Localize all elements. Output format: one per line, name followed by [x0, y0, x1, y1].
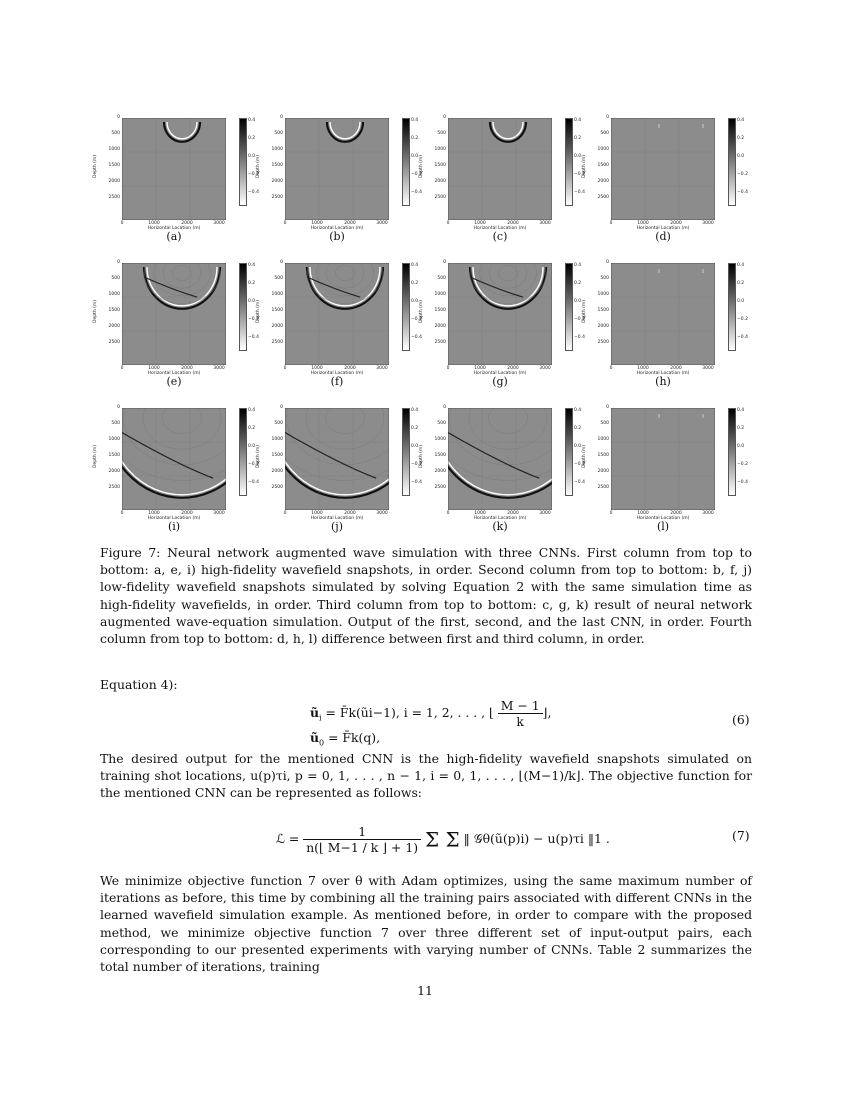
y-tick-label: 1000	[597, 292, 609, 297]
panel-label: (h)	[655, 375, 671, 388]
y-tick-label: 2000	[108, 179, 120, 184]
y-axis-label: Depth (m)	[582, 299, 588, 324]
y-axis-label: Depth (m)	[93, 154, 99, 179]
colorbar-tick-label: −0.2	[248, 462, 259, 467]
x-tick-label: 0	[609, 366, 613, 371]
x-tick-label: 1000	[311, 221, 323, 226]
panel-label: (k)	[492, 520, 508, 533]
y-tick-label: 2000	[434, 324, 446, 329]
y-tick-label: 2500	[271, 485, 283, 490]
colorbar-tick-label: 0.2	[248, 281, 256, 286]
x-tick-label: 3000	[376, 221, 388, 226]
y-tick-label: 1000	[271, 292, 283, 297]
wavefield-panel	[93, 112, 260, 252]
colorbar-tick-label: −0.4	[248, 190, 259, 195]
colorbar-tick-label: −0.2	[574, 172, 585, 177]
wavefield-image	[285, 263, 389, 365]
colorbar-tick-label: 0.4	[574, 118, 582, 123]
y-tick-label: 2500	[271, 340, 283, 345]
colorbar-tick-label: −0.4	[248, 335, 259, 340]
x-tick-label: 3000	[702, 511, 714, 516]
y-tick-label: 1500	[597, 453, 609, 458]
colorbar-tick-label: 0.2	[737, 136, 745, 141]
y-tick-label: 500	[274, 131, 283, 136]
y-tick-label: 1500	[108, 163, 120, 168]
colorbar	[565, 118, 573, 206]
y-axis-label: Depth (m)	[93, 444, 99, 469]
colorbar-tick-label: −0.4	[411, 480, 422, 485]
colorbar-tick-label: 0.4	[574, 263, 582, 268]
x-tick-label: 1000	[148, 221, 160, 226]
x-tick-label: 1000	[637, 366, 649, 371]
figure-caption: Figure 7: Neural network augmented wave simulation with three CNNs. First column from top to bottom: a, e, i) high-fidelity wavefield snapshots, in order. Second column from top to bottom: b, f, j) low-fidelity wavefield snapshots simulated by solving Equation 2 with the same simulation time as high-fidelity wavefields, in order. Third column from top to bottom: c, g, k) result of neural network augmented wave-equation simulation. Output of the first, second, and the last CNN, in order. Fourth column from top to bottom: d, h, l) difference between first and third column, in order.	[100, 545, 752, 647]
colorbar	[728, 118, 736, 206]
panel-label: (i)	[167, 520, 181, 533]
y-tick-label: 500	[600, 276, 609, 281]
colorbar-tick-label: 0.2	[411, 426, 419, 431]
x-tick-label: 1000	[311, 366, 323, 371]
colorbar-tick-label: −0.2	[574, 462, 585, 467]
x-tick-label: 3000	[539, 366, 551, 371]
x-tick-label: 3000	[702, 366, 714, 371]
colorbar-tick-label: 0.0	[248, 299, 256, 304]
colorbar-tick-label: 0.0	[248, 444, 256, 449]
y-tick-label: 2000	[271, 469, 283, 474]
colorbar-tick-label: 0.4	[411, 408, 419, 413]
colorbar-tick-label: 0.2	[574, 281, 582, 286]
colorbar-tick-label: 0.4	[248, 118, 256, 123]
x-tick-label: 2000	[181, 221, 193, 226]
y-axis-label: Depth (m)	[419, 444, 425, 469]
x-tick-label: 1000	[474, 511, 486, 516]
colorbar-tick-label: −0.2	[737, 462, 748, 467]
intro-text: Equation 4):	[100, 677, 178, 692]
x-tick-label: 2000	[181, 511, 193, 516]
eq6-lhs-symbol: ũ	[310, 705, 320, 720]
y-tick-label: 2500	[434, 485, 446, 490]
y-tick-label: 0	[117, 405, 120, 410]
colorbar-tick-label: −0.2	[248, 317, 259, 322]
y-tick-label: 2500	[434, 195, 446, 200]
wavefield-image	[122, 408, 226, 510]
x-tick-label: 1000	[474, 221, 486, 226]
paragraph-minimize: We minimize objective function 7 over θ with Adam optimizes, using the same maximum number of iterations as before, this time by combining all the training pairs associated with different CNNs in the learned wavefield simulation example. As mentioned before, in order to compare with the proposed method, we minimize objective function 7 over three different set of input-output pairs, each corresponding to our presented experiments with varying number of CNNs. Table 2 summarizes the total number of iterations, training	[100, 873, 752, 975]
y-tick-label: 500	[274, 276, 283, 281]
x-tick-label: 0	[446, 366, 450, 371]
paragraph-objective: The desired output for the mentioned CNN is the high-fidelity wavefield snapshots simulated on training shot locations, u(p)τi, p = 0, 1, . . . , n − 1, i = 0, 1, . . . , ⌊(M−1)/k⌋. The objective function for the mentioned CNN can be represented as follows:	[100, 751, 752, 801]
colorbar-tick-label: 0.2	[248, 136, 256, 141]
colorbar	[728, 263, 736, 351]
colorbar-tick-label: 0.4	[411, 263, 419, 268]
x-tick-label: 0	[283, 221, 287, 226]
x-tick-label: 1000	[148, 366, 160, 371]
x-axis-label: Horizontal Location (m)	[473, 226, 527, 231]
panel-label: (b)	[329, 230, 345, 243]
x-tick-label: 0	[120, 511, 124, 516]
y-tick-label: 0	[443, 405, 446, 410]
x-axis-label: Horizontal Location (m)	[473, 516, 527, 521]
x-axis-label: Horizontal Location (m)	[147, 226, 201, 231]
wavefield-image	[611, 118, 715, 220]
y-tick-label: 1500	[597, 163, 609, 168]
colorbar-tick-label: 0.2	[574, 136, 582, 141]
colorbar-tick-label: −0.4	[411, 190, 422, 195]
colorbar	[239, 408, 247, 496]
wavefield-image	[448, 118, 552, 220]
y-tick-label: 1000	[597, 147, 609, 152]
y-tick-label: 1500	[597, 308, 609, 313]
y-tick-label: 0	[443, 260, 446, 265]
colorbar-tick-label: 0.4	[737, 263, 745, 268]
y-tick-label: 2500	[597, 340, 609, 345]
y-tick-label: 2000	[597, 469, 609, 474]
colorbar	[728, 408, 736, 496]
colorbar-tick-label: 0.0	[737, 444, 745, 449]
wavefield-panel	[582, 112, 749, 252]
wavefield-image	[611, 408, 715, 510]
y-tick-label: 0	[606, 260, 609, 265]
y-tick-label: 0	[117, 260, 120, 265]
page-number: 11	[417, 983, 433, 998]
x-tick-label: 3000	[539, 511, 551, 516]
y-tick-label: 2000	[271, 179, 283, 184]
x-axis-label: Horizontal Location (m)	[310, 371, 364, 376]
y-tick-label: 1500	[108, 308, 120, 313]
colorbar-tick-label: 0.0	[411, 299, 419, 304]
colorbar	[239, 263, 247, 351]
colorbar	[402, 408, 410, 496]
wavefield-panel	[256, 112, 423, 252]
figure-row	[93, 402, 760, 542]
y-tick-label: 2000	[108, 469, 120, 474]
y-tick-label: 2500	[108, 195, 120, 200]
x-axis-label: Horizontal Location (m)	[147, 516, 201, 521]
colorbar	[565, 408, 573, 496]
y-tick-label: 1500	[271, 308, 283, 313]
colorbar-tick-label: 0.4	[248, 408, 256, 413]
x-tick-label: 0	[446, 221, 450, 226]
x-tick-label: 2000	[181, 366, 193, 371]
y-tick-label: 1500	[271, 453, 283, 458]
y-tick-label: 1500	[108, 453, 120, 458]
x-tick-label: 0	[120, 366, 124, 371]
y-tick-label: 2500	[597, 195, 609, 200]
wavefield-panel	[419, 112, 586, 252]
y-tick-label: 2500	[597, 485, 609, 490]
x-tick-label: 2000	[670, 221, 682, 226]
y-tick-label: 0	[606, 115, 609, 120]
y-tick-label: 500	[437, 131, 446, 136]
colorbar-tick-label: −0.2	[411, 172, 422, 177]
colorbar-tick-label: −0.4	[574, 480, 585, 485]
y-tick-label: 0	[280, 405, 283, 410]
wavefield-image	[611, 263, 715, 365]
colorbar-tick-label: −0.4	[737, 335, 748, 340]
x-tick-label: 0	[609, 221, 613, 226]
x-tick-label: 1000	[637, 511, 649, 516]
colorbar	[402, 263, 410, 351]
y-tick-label: 2500	[108, 340, 120, 345]
eq6-fraction: $\frac{M - 1}{k}$	[498, 698, 543, 729]
y-tick-label: 1000	[108, 437, 120, 442]
y-tick-label: 500	[437, 421, 446, 426]
x-axis-label: Horizontal Location (m)	[310, 226, 364, 231]
colorbar-tick-label: −0.2	[737, 172, 748, 177]
y-tick-label: 500	[111, 131, 120, 136]
colorbar-tick-label: −0.4	[574, 190, 585, 195]
colorbar-tick-label: 0.0	[411, 444, 419, 449]
colorbar-tick-label: 0.4	[248, 263, 256, 268]
wavefield-image	[122, 263, 226, 365]
y-axis-label: Depth (m)	[256, 444, 262, 469]
wavefield-panel	[419, 257, 586, 397]
wavefield-panel	[93, 257, 260, 397]
colorbar-tick-label: 0.4	[737, 118, 745, 123]
y-tick-label: 500	[274, 421, 283, 426]
colorbar-tick-label: 0.2	[737, 426, 745, 431]
equation-7: ℒ = $\frac{1}{n(⌊ M-1 / k ⌋ + 1)}$ Σ Σ ‖ 𝒢θ(ũ(p)i) − u(p)τi ‖1 .	[276, 824, 610, 855]
colorbar-tick-label: 0.2	[248, 426, 256, 431]
colorbar-tick-label: 0.0	[737, 154, 745, 159]
y-tick-label: 0	[443, 115, 446, 120]
wavefield-image	[448, 408, 552, 510]
wavefield-image	[285, 408, 389, 510]
y-tick-label: 2500	[434, 340, 446, 345]
colorbar-tick-label: 0.2	[411, 136, 419, 141]
x-tick-label: 1000	[311, 511, 323, 516]
x-tick-label: 2000	[507, 221, 519, 226]
wavefield-image	[122, 118, 226, 220]
colorbar-tick-label: −0.4	[411, 335, 422, 340]
x-tick-label: 1000	[474, 366, 486, 371]
y-tick-label: 500	[600, 421, 609, 426]
x-axis-label: Horizontal Location (m)	[147, 371, 201, 376]
y-tick-label: 1000	[108, 292, 120, 297]
equation-6-line-1: $ũ_i$ = F̄k(ũi−1), i = 1, 2, . . . , ⌊ $\frac{M - 1}{k}$ ⌋,	[310, 698, 552, 729]
y-axis-label: Depth (m)	[419, 299, 425, 324]
y-tick-label: 500	[111, 421, 120, 426]
wavefield-panel	[582, 257, 749, 397]
colorbar-tick-label: 0.0	[574, 444, 582, 449]
wavefield-image	[285, 118, 389, 220]
x-axis-label: Horizontal Location (m)	[310, 516, 364, 521]
x-tick-label: 0	[446, 511, 450, 516]
figure-row	[93, 112, 760, 252]
figure-row	[93, 257, 760, 397]
colorbar-tick-label: 0.0	[248, 154, 256, 159]
panel-label: (g)	[492, 375, 508, 388]
x-tick-label: 2000	[344, 221, 356, 226]
y-tick-label: 1500	[271, 163, 283, 168]
colorbar-tick-label: 0.2	[411, 281, 419, 286]
colorbar-tick-label: 0.0	[574, 154, 582, 159]
panel-label: (j)	[331, 520, 343, 533]
y-tick-label: 1000	[434, 147, 446, 152]
x-axis-label: Horizontal Location (m)	[636, 226, 690, 231]
y-tick-label: 0	[117, 115, 120, 120]
y-tick-label: 2000	[434, 179, 446, 184]
y-tick-label: 500	[600, 131, 609, 136]
y-tick-label: 1000	[271, 147, 283, 152]
y-tick-label: 1500	[434, 163, 446, 168]
x-axis-label: Horizontal Location (m)	[636, 371, 690, 376]
colorbar-tick-label: 0.2	[737, 281, 745, 286]
colorbar-tick-label: −0.2	[574, 317, 585, 322]
colorbar-tick-label: 0.0	[411, 154, 419, 159]
y-tick-label: 1000	[434, 437, 446, 442]
colorbar-tick-label: 0.4	[411, 118, 419, 123]
x-tick-label: 2000	[670, 366, 682, 371]
x-tick-label: 2000	[670, 511, 682, 516]
y-tick-label: 1000	[271, 437, 283, 442]
x-tick-label: 1000	[148, 511, 160, 516]
colorbar	[239, 118, 247, 206]
y-axis-label: Depth (m)	[582, 444, 588, 469]
y-axis-label: Depth (m)	[582, 154, 588, 179]
panel-label: (e)	[166, 375, 182, 388]
x-tick-label: 0	[283, 366, 287, 371]
y-axis-label: Depth (m)	[256, 299, 262, 324]
y-tick-label: 0	[606, 405, 609, 410]
colorbar-tick-label: 0.0	[737, 299, 745, 304]
x-tick-label: 0	[609, 511, 613, 516]
x-tick-label: 3000	[213, 511, 225, 516]
colorbar-tick-label: −0.2	[411, 462, 422, 467]
y-axis-label: Depth (m)	[256, 154, 262, 179]
y-tick-label: 2500	[271, 195, 283, 200]
x-tick-label: 3000	[213, 221, 225, 226]
y-axis-label: Depth (m)	[419, 154, 425, 179]
panel-label: (c)	[492, 230, 508, 243]
wavefield-panel	[256, 257, 423, 397]
colorbar-tick-label: −0.2	[411, 317, 422, 322]
y-tick-label: 1000	[597, 437, 609, 442]
y-tick-label: 1500	[434, 453, 446, 458]
colorbar-tick-label: 0.4	[574, 408, 582, 413]
colorbar	[565, 263, 573, 351]
colorbar-tick-label: −0.4	[574, 335, 585, 340]
x-tick-label: 0	[120, 221, 124, 226]
y-tick-label: 1000	[434, 292, 446, 297]
panel-label: (l)	[656, 520, 670, 533]
x-tick-label: 3000	[702, 221, 714, 226]
colorbar-tick-label: −0.4	[248, 480, 259, 485]
x-tick-label: 3000	[376, 366, 388, 371]
y-tick-label: 0	[280, 115, 283, 120]
wavefield-panel	[93, 402, 260, 542]
panel-label: (a)	[166, 230, 182, 243]
y-tick-label: 1500	[434, 308, 446, 313]
equation-6-line-2: $ũ_0$ = F̄k(q),	[310, 730, 381, 748]
wavefield-panel	[256, 402, 423, 542]
y-axis-label: Depth (m)	[93, 299, 99, 324]
panel-label: (d)	[655, 230, 671, 243]
wavefield-panel	[419, 402, 586, 542]
x-tick-label: 3000	[213, 366, 225, 371]
equation-7-number: (7)	[732, 828, 750, 843]
y-tick-label: 2000	[108, 324, 120, 329]
eq7-fraction: $\frac{1}{n(⌊ M-1 / k ⌋ + 1)}$	[303, 824, 421, 855]
colorbar-tick-label: −0.4	[737, 480, 748, 485]
x-tick-label: 1000	[637, 221, 649, 226]
colorbar-tick-label: −0.2	[248, 172, 259, 177]
y-tick-label: 1000	[108, 147, 120, 152]
x-tick-label: 3000	[539, 221, 551, 226]
y-tick-label: 2000	[434, 469, 446, 474]
x-tick-label: 3000	[376, 511, 388, 516]
y-tick-label: 500	[111, 276, 120, 281]
x-tick-label: 2000	[507, 511, 519, 516]
y-tick-label: 500	[437, 276, 446, 281]
y-tick-label: 2000	[597, 179, 609, 184]
colorbar	[402, 118, 410, 206]
x-axis-label: Horizontal Location (m)	[636, 516, 690, 521]
y-tick-label: 2000	[271, 324, 283, 329]
eq6-line1-rhs: = F̄k(ũi−1), i = 1, 2, . . . , ⌊	[325, 705, 494, 720]
x-tick-label: 0	[283, 511, 287, 516]
x-axis-label: Horizontal Location (m)	[473, 371, 527, 376]
colorbar-tick-label: 0.0	[574, 299, 582, 304]
x-tick-label: 2000	[344, 366, 356, 371]
wavefield-image	[448, 263, 552, 365]
colorbar-tick-label: −0.2	[737, 317, 748, 322]
x-tick-label: 2000	[344, 511, 356, 516]
colorbar-tick-label: 0.2	[574, 426, 582, 431]
y-tick-label: 2000	[597, 324, 609, 329]
y-tick-label: 0	[280, 260, 283, 265]
colorbar-tick-label: −0.4	[737, 190, 748, 195]
panel-label: (f)	[330, 375, 344, 388]
y-tick-label: 2500	[108, 485, 120, 490]
colorbar-tick-label: 0.4	[737, 408, 745, 413]
equation-6-number: (6)	[732, 712, 750, 727]
x-tick-label: 2000	[507, 366, 519, 371]
wavefield-panel	[582, 402, 749, 542]
